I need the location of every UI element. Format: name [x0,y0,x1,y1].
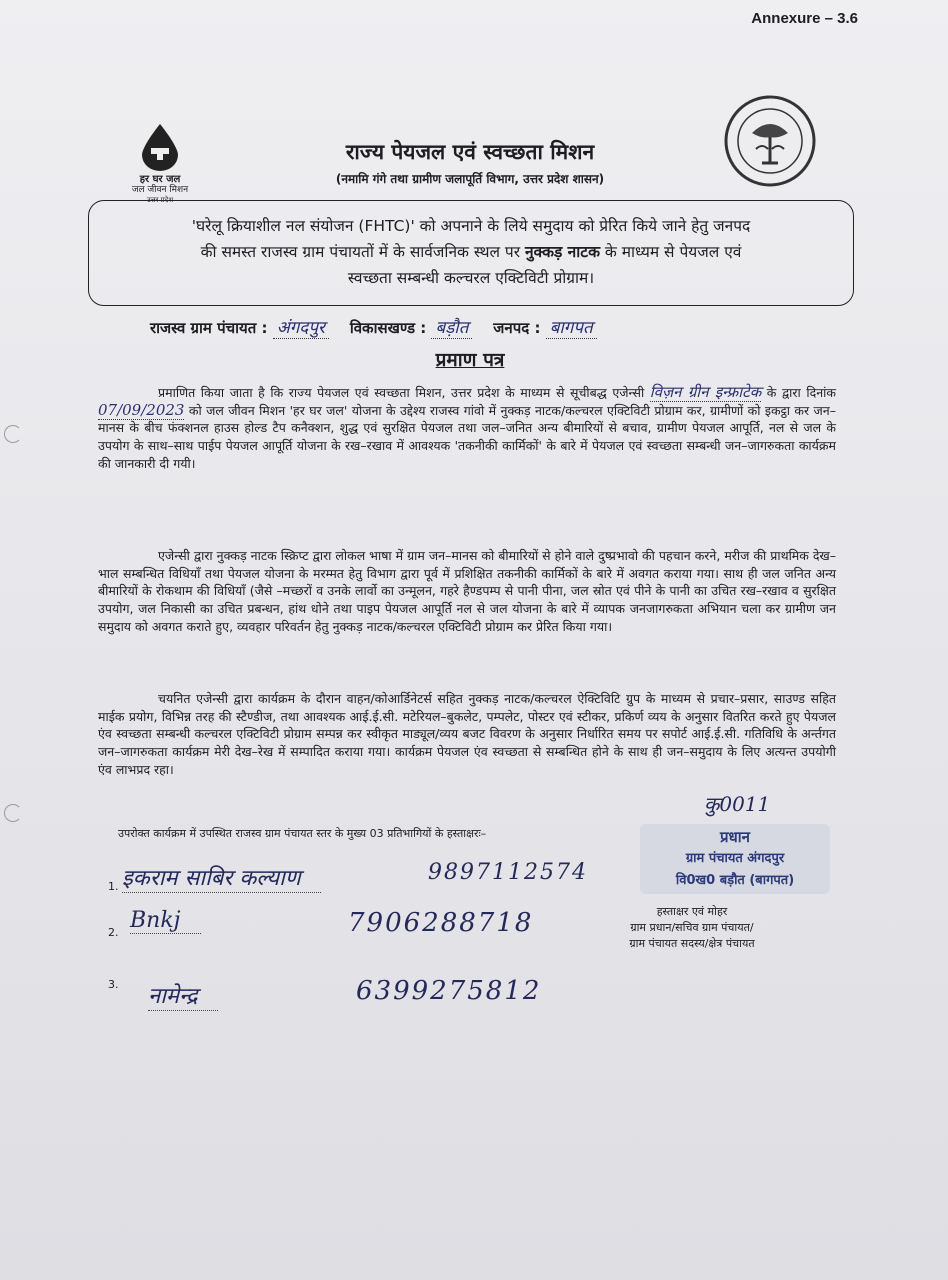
signature-row [108,908,628,948]
punch-hole-mark [4,425,22,443]
program-line-2 [111,239,831,265]
signature-row [108,970,628,1010]
signature-phone: 9897112574 [428,860,588,885]
paragraph-1 [98,384,836,473]
program-line-2-end: के माध्यम से पेयजल एवं [600,243,742,261]
district-label: जनपद : [493,319,541,337]
program-line-1: 'घरेलू क्रियाशील नल संयोजन (FHTC)' को अपनाने के लिये समुदाय को प्रेरित किये जाने हेतु जनपद [191,217,751,235]
emblem-icon [722,93,818,189]
signature-number: 3. [108,978,119,991]
program-date: 07/09/2023 [98,400,185,419]
block-label: विकासखण्ड : [349,319,427,337]
logo-line-3: उत्तर प्रदेश [146,196,174,204]
stamp-line-1: प्रधान [720,828,750,846]
program-line-3: स्वच्छता सम्बन्धी कल्चरल एक्टिविटी प्रोग्राम। [347,269,595,287]
signature-phone: 6399275812 [356,976,542,1006]
agency-name: विज़न ग्रीन इन्फ्राटेक [649,383,762,401]
para1-intro: प्रमाणित किया जाता है कि राज्य पेयजल एवं स्वच्छता मिशन, उत्तर प्रदेश के माध्यम से सूचीबद्ध एजेन्सी [158,385,650,400]
up-government-emblem [722,93,818,189]
logo-line-2: जल जीवन मिशन [131,185,189,195]
program-line-2-start: की समस्त राजस्व ग्राम पंचायतों में के सार्वजनिक स्थल पर [200,243,526,261]
stamp-line-3: वि0ख0 बड़ौत (बागपत) [675,873,795,888]
signature-name: इकराम साबिर कल्याण [122,862,321,893]
paragraph-3: चयनित एजेन्सी द्वारा कार्यक्रम के दौरान वाहन/कोआर्डिनेटर्स सहित नुक्कड़ नाटक/कल्चरल ऐक्टिविटि ग्रुप के माध्यम से प्रचार–प्रसार, साउण्ड सहित माईक प्रयोग, विभिन्न तरह की स्टैण्डीज, तथा आवश्यक आई.ई.सी. मटेरियल–बुकलेट, पम्पलेट, पोस्टर एवं स्टीकर, प्रकिर्ण व्यय के अनुसार वितरित करते हुए पेयजल एंव स्वच्छता सम्बन्धी कल्चरल एक्टिविटी प्रोग्राम सम्पन्न कर स्वीकृत माड्यूल/व्यय बजट विवरण के अनुसार निर्धारित समय पर सपोर्ट आई.ई.सी. गतिविधि के अर्न्तगत जन–जागरुकता कार्यक्रम मेरी देख–रेख में सम्पादित कराया गया। कार्यक्रम पेयजल एंव स्वच्छता से सम्बन्धित होने के साथ ही जन–समुदाय के लिए अत्यन्त उपयोगी एंव लाभप्रद रहा। [98,691,836,777]
signatures-intro: उपरोक्त कार्यक्रम में उपस्थित राजस्व ग्राम पंचायत स्तर के मुख्य 03 प्रतिभागियों के हस्ताक्षरः– [118,827,487,840]
para1-body: को जल जीवन मिशन 'हर घर जल' योजना के उद्देश्य राजस्व गांवो में नुक्कड़ नाटक/कल्चरल एक्टिविटी प्रोग्राम कर, ग्रामीणों को इकट्ठा कर जन–मानस के बीच फंक्शनल हाउस होल्ड टैप कनैक्शन, शुद्ध एवं सुरक्षित पेयजल तथा जल–जनित अन्य बीमारियों से बचाव, ग्रामीण पेयजल आपूर्ति, नल से जल के उपयोग के साथ–साथ पाईप पेयजल आपूर्ति योजना के रख–रखाव में आवश्यक 'तकनीकी कार्मिकों' के बारे में पेयजल एवं स्वच्छता सम्बन्धी जन–जागरुकता कार्यक्रम की जानकारी दी गयी। [98,402,836,471]
paragraph-2: एजेन्सी द्वारा नुक्कड़ नाटक स्क्रिप्ट द्वारा लोकल भाषा में ग्राम जन–मानस को बीमारियों से होने वाले दुष्प्रभावो की पहचान करने, मरीज की प्राथमिक देख–भाल सम्बन्धित विधियाँ तथा पेयजल योजना के मरम्मत हेतु विभाग द्वारा पूर्व में प्रशिक्षित तकनीकी कार्मिकों के बारे में अवगत कराया गया। साथ ही जल जनित अन्य बीमारियों के रोकथाम की विधियाँ (जैसे –मच्छरों व उनके लार्वो का उन्मूलन, गहरे हैण्डपम्प से पानी पीना, जल स्रोत एवं पीने के पानी का उचित रख–रखाव व सुरक्षित उपयोग, जल निकासी का उचित प्रबन्धन, हांथ धोने तथा पाइप पेयजल आपूर्ति नल से जल योजना के बारे में व्यापक जनजागरुकता अभियान चला कर ग्रामीण जन समुदाय को अवगत कराते हुए, व्यवहार परिवर्तन हेतु नुक्कड़ नाटक/कल्चरल एक्टिविटी प्रोग्राम कर प्रेरित किया गया। [98,548,836,634]
authority-block [592,904,792,952]
water-drop-icon [138,122,182,172]
stamp-number: कु0011 [704,792,771,816]
program-description-box [88,200,854,306]
annexure-label: Annexure – 3.6 [751,10,858,27]
signature-name: Bnkj [130,908,201,934]
authority-line-2: ग्राम प्रधान/सचिव ग्राम पंचायत/ [630,921,754,934]
signature-phone: 7906288718 [348,908,534,938]
signature-name: नामेन्द्र [148,980,218,1011]
certificate-title: प्रमाण पत्र [435,349,505,371]
district-value: बागपत [546,318,597,339]
signature-row [108,862,628,902]
mission-subtitle: (नमामि गंगे तथा ग्रामीण जलापूर्ति विभाग, उत्तर प्रदेश शासन) [335,172,605,186]
logo-line-1: हर घर जल [139,174,181,185]
authority-line-3: ग्राम पंचायत सदस्य/क्षेत्र पंचायत [629,937,755,950]
gram-panchayat-label: राजस्व ग्राम पंचायत : [150,319,268,337]
block-value: बड़ौत [431,318,472,339]
nukkad-natak-bold: नुक्कड़ नाटक [525,243,600,261]
location-details [150,315,850,338]
har-ghar-jal-logo [120,122,200,205]
authority-line-1: हस्ताक्षर एवं मोहर [656,905,728,918]
punch-hole-mark [4,804,22,822]
signature-number: 1. [108,880,119,893]
signature-number: 2. [108,926,119,939]
mission-title: राज्य पेयजल एवं स्वच्छता मिशन [345,140,595,164]
stamp-line-2: ग्राम पंचायत अंगदपुर [685,851,785,866]
para1-by-date: के द्वारा दिनांक [761,385,836,400]
gram-panchayat-value: अंगदपुर [273,318,329,339]
pradhan-stamp [640,824,830,894]
